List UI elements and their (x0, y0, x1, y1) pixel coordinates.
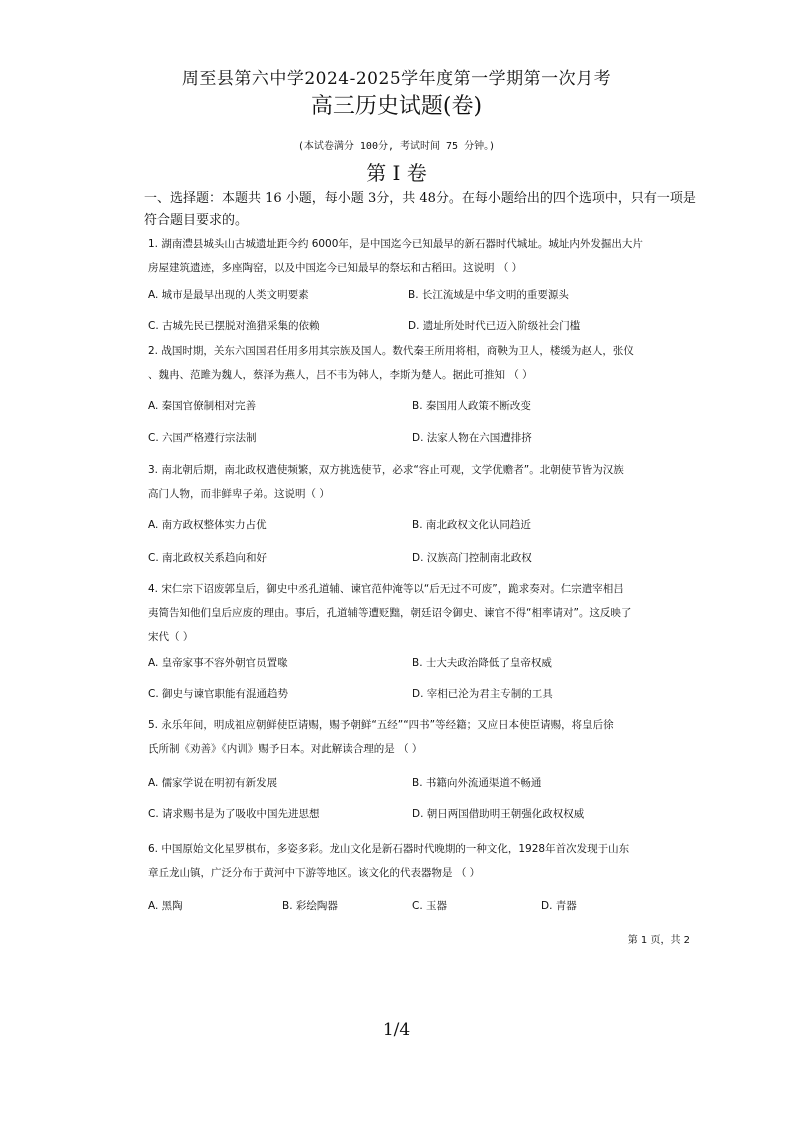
question-4-option-d: D. 宰相已沦为君主专制的工具 (412, 688, 553, 700)
question-2-line-1: 2. 战国时期，关东六国国君任用多用其宗族及国人。数代秦王所用将相，商鞅为卫人，楼缓为赵人，张仪 (148, 345, 634, 357)
volume-heading: 第 I 卷 (366, 161, 427, 185)
question-5-option-a: A. 儒家学说在明初有新发展 (148, 777, 278, 789)
question-6-line-1: 6. 中国原始文化星罗棋布，多姿多彩。龙山文化是新石器时代晚期的一种文化，1928年首次发现于山东 (148, 843, 630, 855)
exam-title: 高三历史试题(卷) (310, 94, 483, 119)
question-1-option-d: D. 遗址所处时代已迈入阶级社会门槛 (408, 320, 581, 332)
question-5-option-d: D. 朝日两国借助明王朝强化政权权威 (412, 808, 585, 820)
question-2-line-2: 、魏冉、范雎为魏人，蔡泽为燕人，吕不韦为韩人，李斯为楚人。据此可推知 （ ） (148, 369, 533, 381)
question-2-option-d: D. 法家人物在六国遭排挤 (412, 432, 532, 444)
question-5-line-2: 氏所制《劝善》《内训》赐予日本。对此解读合理的是 （ ） (148, 743, 423, 755)
question-4-line-2: 夷简告知他们皇后应废的理由。事后，孔道辅等遭贬黜，朝廷诏令御史、谏官不得“相率请对”。这反映了 (148, 607, 632, 619)
question-6-option-b: B. 彩绘陶器 (282, 900, 338, 912)
question-4-option-a: A. 皇帝家事不容外朝官员置喙 (148, 657, 288, 669)
question-5-option-c: C. 请求赐书是为了吸收中国先进思想 (148, 808, 320, 820)
question-3-option-d: D. 汉族高门控制南北政权 (412, 552, 532, 564)
question-6-option-c: C. 玉器 (412, 900, 448, 912)
question-2-option-a: A. 秦国官僚制相对完善 (148, 400, 257, 412)
question-3-option-c: C. 南北政权关系趋向和好 (148, 552, 268, 564)
question-3-option-a: A. 南方政权整体实力占优 (148, 519, 267, 531)
question-3-line-2: 高门人物，而非鲜卑子弟。这说明（ ） (148, 488, 330, 500)
section-instructions-line-1: 一、选择题：本题共 16 小题，每小题 3分，共 48分。在每小题给出的四个选项中，只有一项是 (144, 191, 696, 206)
question-2-option-c: C. 六国严格遵行宗法制 (148, 432, 257, 444)
question-3-option-b: B. 南北政权文化认同趋近 (412, 519, 531, 531)
question-1-option-a: A. 城市是最早出现的人类文明要素 (148, 289, 309, 301)
page-info-footer: 第 1 页，共 2 (627, 935, 690, 946)
school-exam-header: 周至县第六中学2024-2025学年度第一学期第一次月考 (181, 69, 612, 89)
question-4-line-1: 4. 宋仁宗下诏废郭皇后，御史中丞孔道辅、谏官范仲淹等以“后无过不可废”，跪求奏对。仁宗遣宰相吕 (148, 583, 624, 595)
question-4-option-b: B. 士大夫政治降低了皇帝权威 (412, 657, 552, 669)
question-6-line-2: 章丘龙山镇，广泛分布于黄河中下游等地区。该文化的代表器物是 （ ） (148, 867, 481, 879)
question-6-option-a: A. 黑陶 (148, 900, 183, 912)
page-number: 1/4 (382, 1020, 411, 1040)
question-5-option-b: B. 书籍向外流通渠道不畅通 (412, 777, 542, 789)
question-3-line-1: 3. 南北朝后期，南北政权遣使频繁，双方挑选使节，必求“容止可观，文学优赡者”。北朝使节皆为汉族 (148, 464, 624, 476)
section-instructions-line-2: 符合题目要求的。 (144, 213, 249, 228)
exam-note: (本试卷满分 100分, 考试时间 75 分钟。) (297, 141, 496, 152)
question-1-line-2: 房屋建筑遗迹，多座陶窑，以及中国迄今已知最早的祭坛和古稻田。这说明 （ ） (148, 262, 523, 274)
question-1-option-b: B. 长江流域是中华文明的重要源头 (408, 289, 569, 301)
question-4-line-3: 宋代（ ） (148, 631, 194, 643)
question-1-line-1: 1. 湖南澧县城头山古城遗址距今约 6000年，是中国迄今已知最早的新石器时代城址。城址内外发掘出大片 (148, 238, 643, 250)
question-2-option-b: B. 秦国用人政策不断改变 (412, 400, 531, 412)
question-1-option-c: C. 古城先民已摆脱对渔猎采集的依赖 (148, 320, 320, 332)
question-6-option-d: D. 青器 (541, 900, 577, 912)
question-4-option-c: C. 御史与谏官职能有混通趋势 (148, 688, 289, 700)
question-5-line-1: 5. 永乐年间，明成祖应朝鲜使臣请赐，赐予朝鲜“五经”“四书”等经籍；又应日本使臣请赐，将皇后徐 (148, 719, 614, 731)
